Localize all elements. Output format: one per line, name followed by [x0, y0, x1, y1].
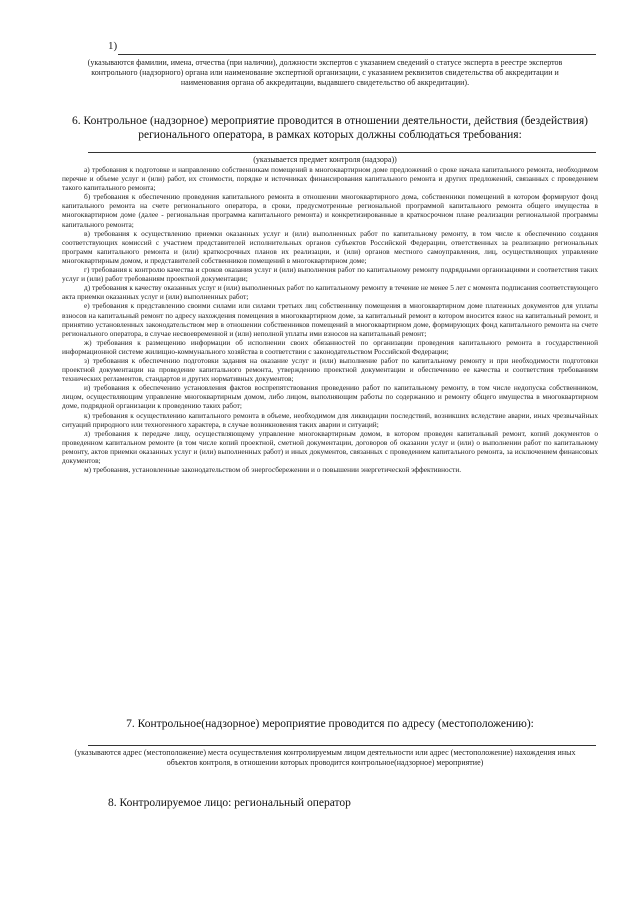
requirement-m: м) требования, установленные законодательством об энергосбережении и о повышении энергетической эффективности. — [84, 465, 462, 475]
requirement-a: а) требования к подготовке и направлению собственникам помещений в многоквартирном доме предложений о сроке начала капитального ремонта, необходимом перечне и объеме услуг и (или) работ, их стоимости, порядке и источниках финансирования капитального ремонта и других предложений, связанных с проведением такого капитального ремонта; — [62, 165, 598, 193]
experts-blank-line — [118, 54, 596, 55]
section-8-heading: 8. Контролируемое лицо: региональный оператор — [108, 797, 351, 809]
control-subject-blank-line — [88, 152, 596, 153]
requirement-zh: ж) требования к размещению информации об исполнении своих обязанностей по организации проведения капитального ремонта в государственной информационной системе жилищно-коммунального хозяйства в соответствии с законодательством Российской Федерации; — [62, 337, 598, 356]
experts-item-number: 1) — [108, 40, 118, 52]
requirement-i: и) требования к обеспечению установления фактов воспрепятствования проведению работ по капитальному ремонту, в том числе недопуска собственником, лицом, осуществляющим управление многоквартирным домом, либо лицом, выполняющим работы по содержанию и ремонту общего имущества в многоквартирном доме, подрядной организации к проведению таких работ; — [62, 383, 598, 411]
address-caption: (указываются адрес (местоположение) места осуществления контролируемым лицом деятельности или адрес (местоположение) нахождения иных объектов контроля, в отношении которых проводится контрольное(надзорное) мероприятие) — [74, 748, 576, 767]
requirement-v: в) требования к осуществлению приемки оказанных услуг и (или) выполненных работ по капитальному ремонту, в том числе к обеспечению создания соответствующих комиссий с участием представителей исполнительных органов субъектов Российской Федерации, ответственных за реализацию региональных программ капитального ремонта и (или) краткосрочных планов их реализации, и (или) органов местного самоуправления, лиц, осуществляющих управление многоквартирным домом, и представителей собственников помещений в многоквартирном доме; — [62, 228, 598, 265]
requirement-z: з) требования к обеспечению подготовки задания на оказание услуг и (или) выполнение работ по капитальному ремонту и при необходимости подготовки проектной документации на проведение капитального ремонта, утверждению проектной документации и обеспечению ее качества и соответствия требованиям технических регламентов, стандартов и других нормативных документов; — [62, 355, 598, 384]
section-6-heading: 6. Контрольное (надзорное) мероприятие проводится в отношении деятельности, действия (бездействия) регионального оператора, в рамках которых должны соблюдаться требования: — [72, 115, 588, 141]
requirement-d: д) требования к качеству оказанных услуг и (или) выполненных работ по капитальному ремонту в течение не менее 5 лет с момента подписания соответствующего акта приемки оказанных услуг и (или) выполненных работ; — [62, 283, 598, 302]
section-7-heading: 7. Контрольное(надзорное) мероприятие проводится по адресу (местоположению): — [126, 718, 534, 730]
requirement-k: к) требования к осуществлению капитального ремонта в объеме, необходимом для ликвидации последствий, возникших вследствие аварии, иных чрезвычайных ситуаций природного или техногенного характера, в случае возникновения таких аварии и ситуаций; — [62, 410, 598, 429]
requirements-list — [62, 165, 598, 474]
requirement-e: е) требования к представлению своими силами или силами третьих лиц собственнику помещения в многоквартирном доме платежных документов для уплаты взносов на капитальный ремонт по адресу нахождения помещения в многоквартирном доме, за капитальный ремонт в котором вносится взнос на капитальный ремонт, и принятию установленных законодательством мер в отношении собственников помещений в многоквартирном доме, формирующих фонд капитального ремонта на счете регионального оператора, в случае несвоевременной и (или) неполной уплаты ими взносов на капитальный ремонт; — [62, 301, 598, 338]
requirement-g: г) требования к контролю качества и сроков оказания услуг и (или) выполнения работ по капитальному ремонту подрядными организациями и соответствия таких услуг и (или) работ требованиям проектной документации; — [62, 265, 598, 284]
requirement-b: б) требования к обеспечению проведения капитального ремонта в отношении многоквартирного дома, собственники помещений в котором формируют фонд капитального ремонта на счете регионального оператора, в сроки, предусмотренные региональной программой капитального ремонта общего имущества в многоквартирном доме (далее - региональная программа капитального ремонта) и конкретизированные в краткосрочном плане реализации региональной программы капитального ремонта; — [62, 192, 598, 229]
address-blank-line — [88, 745, 596, 746]
control-subject-caption: (указывается предмет контроля (надзора)) — [253, 155, 397, 164]
experts-caption: (указываются фамилии, имена, отчества (при наличии), должности экспертов с указанием сведений о статусе эксперта в реестре экспертов контрольного (надзорного) органа или наименование экспертной организации, с указанием реквизитов свидетельства об аккредитации и наименования органа об аккредитации, выдавшего свидетельство об аккредитации). — [87, 58, 563, 87]
requirement-l: л) требования к передаче лицу, осуществляющему управление многоквартирным домом, в котором проведен капитальный ремонт, копий документов о проведенном капитальном ремонте (в том числе копий проектной, сметной документации, договоров об оказании услуг и (или) о выполнении работ по капитальному ремонту, актов приемки оказанных услуг и (или) выполненных работ) и иных документов, связанных с проведением капитального ремонта, за исключением финансовых документов; — [62, 428, 598, 465]
